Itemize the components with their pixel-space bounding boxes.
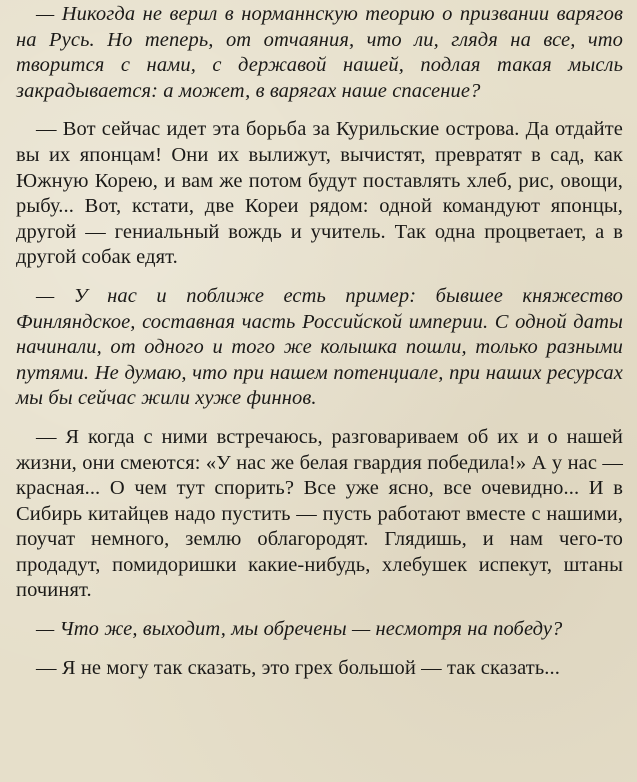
paragraph-gap: [16, 604, 623, 617]
paragraph-answer-white-guard: — Я когда с ними встречаюсь, разговариваем об их и о нашей жизни, они смеются: «У нас же белая гвардия победила!» А у нас — красная... О чем тут спорить? Все уже ясно, все очевидно... И в Сибирь китайцев надо пустить — пусть работают вместе с нашими, поучат немного, землю облагородят. Глядишь, и нам чего-то продадут, помидоришки какие-нибудь, хлебушек испекут, штаны починят.: [16, 425, 623, 602]
paragraph-gap: [16, 412, 623, 425]
paragraph-answer-sin: — Я не могу так сказать, это грех большой — так сказать...: [36, 656, 560, 679]
paragraph-question-doomed: — Что же, выходит, мы обречены — несмотря на победу?: [36, 618, 563, 641]
paragraph-answer-kuril-islands: — Вот сейчас идет эта борьба за Курильские острова. Да отдайте вы их японцам! Они их вылижут, вычистят, превратят в сад, как Южную Корею, и вам же потом будут поставлять хлеб, рис, овощи, рыбу... Вот, кстати, две Кореи рядом: одной командуют японцы, другой — гениальный вождь и учитель. Так одна процветает, а в другой собак едят.: [16, 118, 623, 269]
paragraph-question-finland: — У нас и поближе есть пример: бывшее княжество Финляндское, составная часть Российской империи. С одной даты начинали, от одного и того же колышка пошли, только разными путями. Не думаю, что при нашем потенциале, при наших ресурсах мы бы сейчас жили хуже финнов.: [16, 284, 623, 410]
paragraph-gap: [16, 643, 623, 656]
paragraph-gap: [16, 271, 623, 284]
paragraph-gap: [16, 104, 623, 117]
paragraph-question-varangians: — Никогда не верил в норманнскую теорию о призвании варягов на Русь. Но теперь, от отчаяния, что ли, глядя на все, что творится с нами, с державой нашей, подлая такая мысль закрадывается: а может, в варягах наше спасение?: [16, 3, 623, 102]
